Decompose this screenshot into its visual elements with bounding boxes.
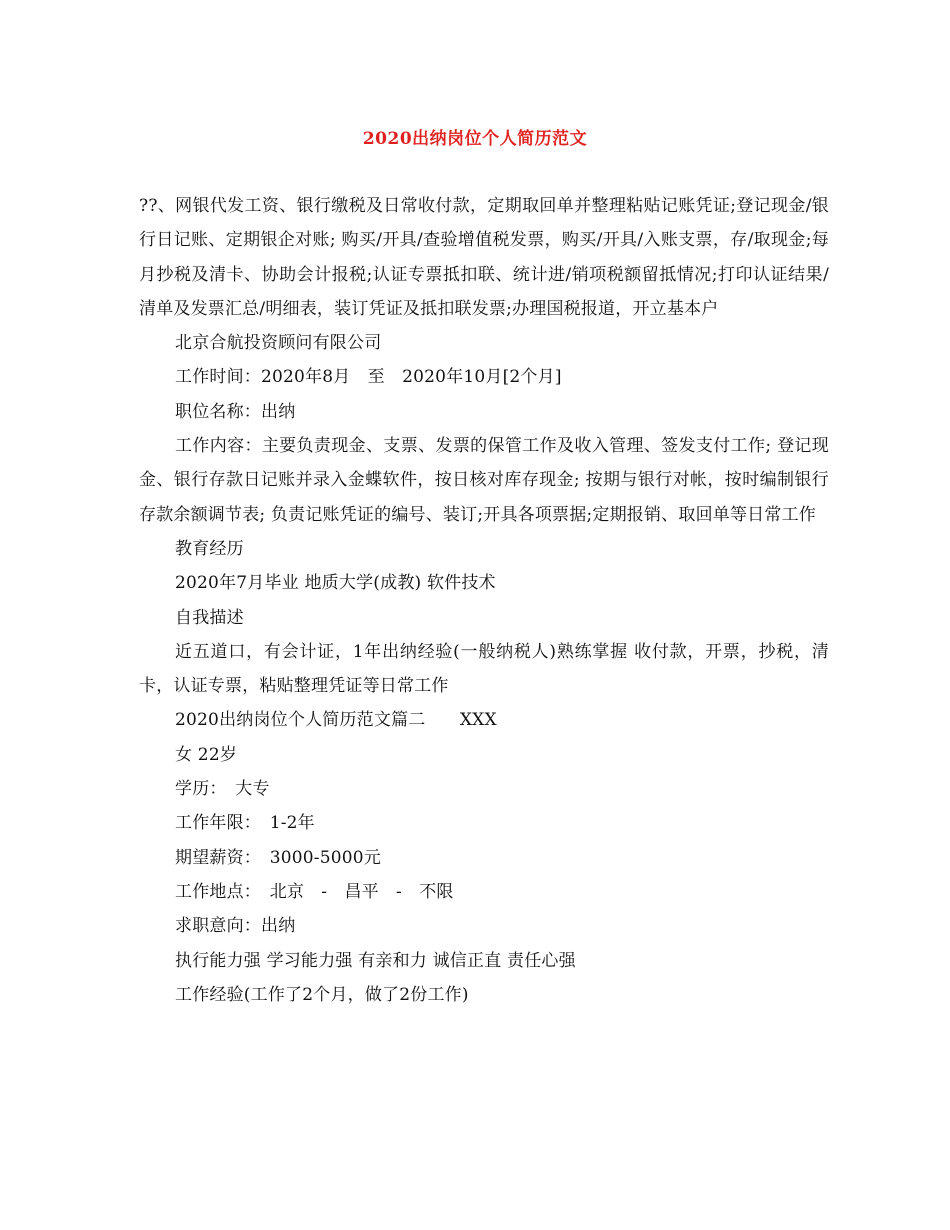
document-body xyxy=(139,189,829,1012)
paragraph: 工作经验(工作了2个月，做了2份工作) xyxy=(175,984,469,1005)
paragraph: 工作地点： 北京 - 昌平 - 不限 xyxy=(175,881,454,902)
paragraph: 职位名称：出纳 xyxy=(175,401,296,422)
section-heading: 教育经历 xyxy=(175,538,244,559)
paragraph: 期望薪资： 3000-5000元 xyxy=(175,847,381,868)
paragraph: 工作时间：2020年8月 至 2020年10月[2个月] xyxy=(175,367,562,388)
paragraph: 学历： 大专 xyxy=(175,779,270,800)
paragraph: 2020出纳岗位个人简历范文篇二 XXX xyxy=(175,710,497,731)
paragraph: 工作年限： 1-2年 xyxy=(175,813,315,834)
paragraph: ??、网银代发工资、银行缴税及日常收付款，定期取回单并整理粘贴记账凭证;登记现金/银行日记账、定期银企对账; 购买/开具/查验增值税发票，购买/开具/入账支票，存/取现金;每月抄税及清卡、协助会计报税;认证专票抵扣联、统计进/销项税额留抵情况;打印认证结果/清单及发票汇总/明细表，装订凭证及抵扣联发票;办理国税报道，开立基本户 xyxy=(139,196,829,319)
paragraph: 工作内容：主要负责现金、支票、发票的保管工作及收入管理、签发支付工作; 登记现金、银行存款日记账并录入金蝶软件，按日核对库存现金; 按期与银行对帐，按时编制银行存款余额调节表; 负责记账凭证的编号、装订;开具各项票据;定期报销、取回单等日常工作 xyxy=(139,436,829,525)
paragraph: 执行能力强 学习能力强 有亲和力 诚信正直 责任心强 xyxy=(175,950,576,971)
paragraph: 2020年7月毕业 地质大学(成教) 软件技术 xyxy=(175,573,496,594)
paragraph: 女 22岁 xyxy=(175,744,238,765)
paragraph: 求职意向：出纳 xyxy=(175,916,296,937)
paragraph: 北京合航投资顾问有限公司 xyxy=(175,333,382,354)
section-heading: 自我描述 xyxy=(175,607,244,628)
document-title: 2020出纳岗位个人简历范文 xyxy=(362,129,588,149)
paragraph: 近五道口，有会计证，1年出纳经验(一般纳税人)熟练掌握 收付款，开票，抄税，清卡，认证专票，粘贴整理凭证等日常工作 xyxy=(139,641,829,697)
